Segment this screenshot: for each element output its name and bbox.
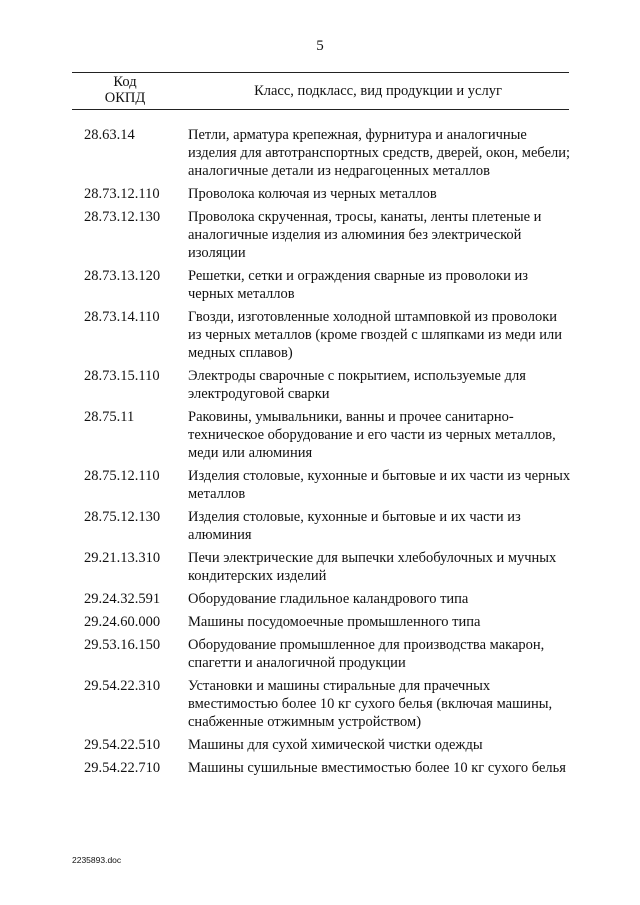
table-row: [0, 185, 640, 203]
table-row: [0, 508, 640, 544]
okpd-code: 29.53.16.150: [84, 637, 161, 653]
classification-table: [0, 126, 640, 782]
table-row: [0, 126, 640, 180]
table-row: [0, 736, 640, 754]
table-row: [0, 549, 640, 585]
table-header-top-rule: [72, 72, 569, 73]
table-row: [0, 467, 640, 503]
table-row: [0, 208, 640, 262]
product-description: Решетки, сетки и ограждения сварные из проволоки из черных металлов: [188, 268, 528, 302]
okpd-code: 28.73.15.110: [84, 368, 160, 384]
table-row: [0, 267, 640, 303]
table-row: [0, 636, 640, 672]
okpd-code: 28.63.14: [84, 127, 135, 143]
okpd-code: 29.24.60.000: [84, 614, 161, 630]
product-description: Петли, арматура крепежная, фурнитура и аналогичные изделия для автотранспортных средств, дверей, окон, мебели; аналогичные детали из недрагоценных металлов: [188, 127, 571, 179]
product-description: Установки и машины стиральные для прачечных вместимостью более 10 кг сухого белья (включая машины, снабженные отжимным устройством): [188, 678, 553, 730]
product-description: Оборудование промышленное для производства макарон, спагетти и аналогичной продукции: [188, 637, 545, 671]
okpd-code: 28.73.14.110: [84, 309, 160, 325]
okpd-code: 28.75.12.110: [84, 468, 160, 484]
product-description: Электроды сварочные с покрытием, используемые для электродуговой сварки: [188, 368, 526, 402]
okpd-code: 28.73.12.110: [84, 186, 160, 202]
document-filename: 2235893.doc: [72, 855, 122, 865]
table-row: [0, 677, 640, 731]
table-row: [0, 308, 640, 362]
table-row: [0, 759, 640, 777]
product-description: Печи электрические для выпечки хлебобулочных и мучных кондитерских изделий: [188, 550, 557, 584]
product-description: Машины сушильные вместимостью более 10 кг сухого белья: [188, 760, 566, 776]
product-description: Проволока скрученная, тросы, канаты, ленты плетеные и аналогичные изделия из алюминия без электрической изоляции: [188, 209, 542, 261]
product-description: Изделия столовые, кухонные и бытовые и их части из черных металлов: [188, 468, 571, 502]
table-row: [0, 613, 640, 631]
column-header-code-line1: Код: [113, 74, 137, 90]
okpd-code: 29.21.13.310: [84, 550, 161, 566]
table-row: [0, 408, 640, 462]
product-description: Проволока колючая из черных металлов: [188, 186, 437, 202]
okpd-code: 28.73.13.120: [84, 268, 161, 284]
column-header-code: [90, 74, 160, 106]
okpd-code: 29.24.32.591: [84, 591, 161, 607]
column-header-description: Класс, подкласс, вид продукции и услуг: [254, 83, 502, 99]
product-description: Раковины, умывальники, ванны и прочее санитарно-техническое оборудование и его части из черных металлов, меди или алюминия: [188, 409, 556, 461]
product-description: Изделия столовые, кухонные и бытовые и их части из алюминия: [188, 509, 521, 543]
product-description: Машины для сухой химической чистки одежды: [188, 737, 483, 753]
table-header-bottom-rule: [72, 109, 569, 110]
column-header-code-line2: ОКПД: [104, 90, 146, 106]
table-row: [0, 590, 640, 608]
product-description: Гвозди, изготовленные холодной штамповкой из проволоки из черных металлов (кроме гвоздей с шляпками из меди или медных сплавов): [188, 309, 563, 361]
okpd-code: 29.54.22.510: [84, 737, 161, 753]
okpd-code: 28.75.11: [84, 409, 135, 425]
okpd-code: 29.54.22.710: [84, 760, 161, 776]
table-row: [0, 367, 640, 403]
page-number: 5: [316, 38, 324, 54]
product-description: Оборудование гладильное каландрового типа: [188, 591, 469, 607]
okpd-code: 28.73.12.130: [84, 209, 161, 225]
okpd-code: 28.75.12.130: [84, 509, 161, 525]
product-description: Машины посудомоечные промышленного типа: [188, 614, 481, 630]
okpd-code: 29.54.22.310: [84, 678, 161, 694]
